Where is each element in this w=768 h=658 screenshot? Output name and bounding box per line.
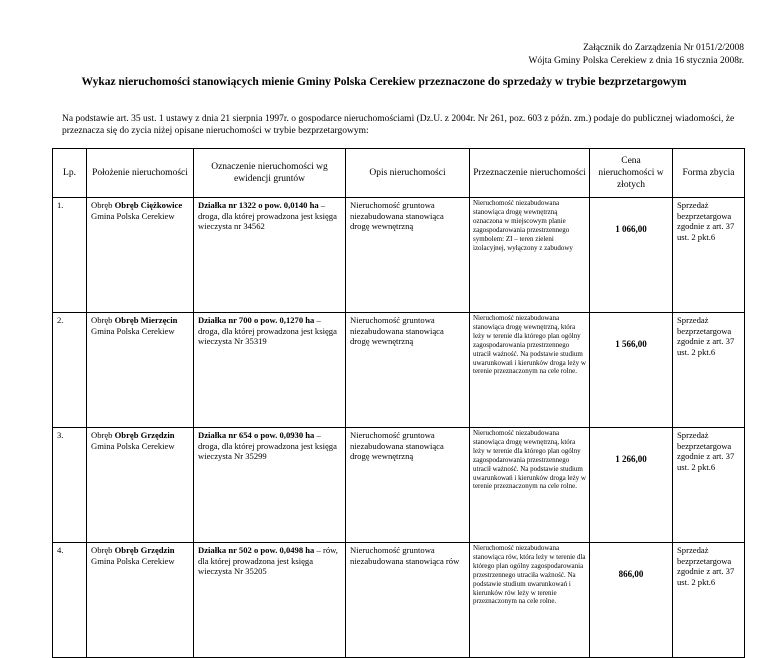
header-price: Cena nieruchomości w złotych — [590, 149, 673, 198]
plot-details: – droga, dla której prowadzona jest księga wieczysta Nr 35299 — [198, 430, 337, 462]
header-location: Położenie nieruchomości — [87, 149, 194, 198]
cell-purpose: Nieruchomość niezabudowana stanowiąca drogę wewnętrzną, która leży w terenie dla którego plan ogólny zagospodarowania przestrzennego utracił ważność. Na podstawie studium uwarunkowań i kierunków droga leży w terenie przeznaczonym na cele rolne. — [470, 428, 590, 543]
plot-number: Działka nr 502 o pow. 0,0498 ha — [198, 545, 315, 555]
cell-location: Obręb Obręb Grzędzin Gmina Polska Cerekiew — [87, 543, 194, 658]
precinct-name: Obręb Grzędzin — [114, 545, 175, 555]
table-row — [53, 543, 745, 658]
cell-lp: 2. — [53, 313, 87, 428]
cell-purpose: Nieruchomość niezabudowana stanowiąca drogę wewnętrzną oznaczona w miejscowym planie zagospodarowania przestrzennego symbolem: ZI – teren zieleni izolacyjnej, wyłączony z zabudowy — [470, 198, 590, 313]
cell-payment: Sprzedaż bezprzetargowa zgodnie z art. 37 ust. 2 pkt.6 — [673, 313, 745, 428]
plot-details: – rów, dla której prowadzona jest księga wieczysta Nr 35205 — [198, 545, 338, 577]
property-table — [52, 148, 745, 658]
header-purpose: Przeznaczenie nieruchomości — [470, 149, 590, 198]
cell-payment: Sprzedaż bezprzetargowa zgodnie z art. 37 ust. 2 pkt.6 — [673, 543, 745, 658]
cell-payment: Sprzedaż bezprzetargowa zgodnie z art. 37 ust. 2 pkt.6 — [673, 428, 745, 543]
precinct-name: Obręb Grzędzin — [114, 430, 175, 440]
table-row — [53, 198, 745, 313]
cell-location: Obręb Obręb Grzędzin Gmina Polska Cerekiew — [87, 428, 194, 543]
commune-name: Gmina Polska Cerekiew — [91, 210, 175, 221]
document-title: Wykaz nieruchomości stanowiących mienie Gminy Polska Cerekiew przeznaczone do sprzedaży w trybie bezprzetargowym — [81, 76, 687, 88]
precinct-name: Obręb Mierzęcin — [114, 315, 178, 325]
header-description: Opis nieruchomości — [346, 149, 470, 198]
plot-number: Działka nr 700 o pow. 0,1270 ha — [198, 315, 315, 325]
cell-description: Nieruchomość gruntowa niezabudowana stanowiąca drogę wewnętrzną — [346, 198, 470, 313]
commune-name: Gmina Polska Cerekiew — [91, 440, 175, 451]
cell-purpose: Nieruchomość niezabudowana stanowiąca rów, która leży w terenie dla którego plan ogólny zagospodarowania przestrzennego utraciła ważność. Na podstawie studium uwarunkowań i kierunków rów leży w terenie przeznaczonym na cele rolne. — [470, 543, 590, 658]
cell-price: 1 066,00 — [590, 198, 673, 313]
cell-designation — [194, 198, 346, 313]
cell-price: 1 566,00 — [590, 313, 673, 428]
table-row — [53, 428, 745, 543]
plot-details: – droga, dla której prowadzona jest księga wieczysta nr 34562 — [198, 200, 337, 232]
cell-designation — [194, 543, 346, 658]
plot-number: Działka nr 654 o pow. 0,0930 ha — [198, 430, 315, 440]
cell-description: Nieruchomość gruntowa niezabudowana stanowiąca rów — [346, 543, 470, 658]
table-header-row — [53, 149, 745, 198]
attachment-line-2: Wójta Gminy Polska Cerekiew z dnia 16 stycznia 2008r. — [528, 55, 744, 66]
cell-location: Obręb Obręb Ciężkowice Gmina Polska Cerekiew — [87, 198, 194, 313]
header-payment: Forma zbycia — [673, 149, 745, 198]
attachment-line-1: Załącznik do Zarządzenia Nr 0151/2/2008 — [583, 43, 744, 53]
cell-designation — [194, 428, 346, 543]
cell-lp: 1. — [53, 198, 87, 313]
intro-paragraph: Na podstawie art. 35 ust. 1 ustawy z dnia 21 sierpnia 1997r. o gospodarce nieruchomościami (Dz.U. z 2004r. Nr 261, poz. 603 z późn. zm.) podaje do publicznej wiadomości, że przeznacza się do zycia niżej opisane nieruchomości w trybie bezprzetargowym: — [62, 114, 735, 136]
commune-name: Gmina Polska Cerekiew — [91, 325, 175, 336]
commune-name: Gmina Polska Cerekiew — [91, 555, 175, 566]
cell-price: 1 266,00 — [590, 428, 673, 543]
cell-price: 866,00 — [590, 543, 673, 658]
attachment-header — [528, 42, 744, 67]
plot-number: Działka nr 1322 o pow. 0,0140 ha — [198, 200, 319, 210]
cell-lp: 4. — [53, 543, 87, 658]
header-lp: Lp. — [53, 149, 87, 198]
cell-purpose: Nieruchomość niezabudowana stanowiąca drogę wewnętrzną, która leży w terenie dla którego plan ogólny zagospodarowania przestrzennego utracił ważność. Na podstawie studium uwarunkowań i kierunków droga leży w terenie przeznaczonym na cele rolne. — [470, 313, 590, 428]
precinct-name: Obręb Ciężkowice — [114, 200, 183, 210]
cell-description: Nieruchomość gruntowa niezabudowana stanowiąca drogę wewnętrzną — [346, 428, 470, 543]
cell-designation — [194, 313, 346, 428]
cell-payment: Sprzedaż bezprzetargowa zgodnie z art. 37 ust. 2 pkt.6 — [673, 198, 745, 313]
cell-lp: 3. — [53, 428, 87, 543]
table-row — [53, 313, 745, 428]
plot-details: – droga, dla której prowadzona jest księga wieczysta Nr 35319 — [198, 315, 337, 347]
cell-description: Nieruchomość gruntowa niezabudowana stanowiąca drogę wewnętrzną — [346, 313, 470, 428]
header-designation: Oznaczenie nieruchomości wg ewidencji gruntów — [194, 149, 346, 198]
cell-location: Obręb Obręb Mierzęcin Gmina Polska Cerekiew — [87, 313, 194, 428]
